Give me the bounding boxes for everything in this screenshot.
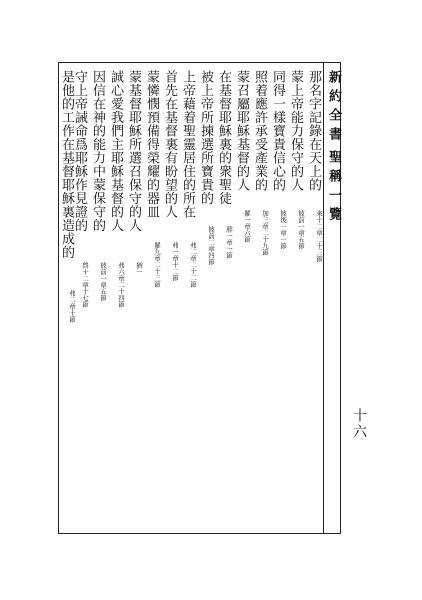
entry-reference: 弗二章十節 [68, 290, 76, 323]
entry-main-text: 同得一樣寶貴信心的 [270, 70, 285, 192]
entry-reference: 弗一章十二節 [171, 242, 179, 281]
entry-main-text: 照着應許承受產業的 [252, 70, 267, 192]
entry-reference: 來十二章二十三節 [315, 210, 323, 262]
entry-reference: 啓十二章十七節 [81, 262, 89, 308]
entry-main-text: 蒙上帝能力保守的人 [288, 70, 303, 192]
header-column-rule [323, 62, 324, 534]
page-number: 十六 [351, 408, 367, 440]
entry-main-text: 被上帝所揀選所寶貴的 [198, 70, 213, 205]
entry-reference: 弗六章二十四節 [117, 262, 125, 308]
entry-main-text: 上帝藉着聖靈居住的所在 [180, 70, 195, 219]
section-title: 聖稱一覽 [326, 150, 341, 226]
book-title: 新約全書 [326, 70, 341, 146]
entry-main-text: 誠心愛我們主耶穌基督的人 [108, 70, 123, 232]
entry-main-text: 那名字記錄在天上的 [306, 70, 321, 192]
entry-reference: 猶一 [135, 262, 143, 275]
entry-main-text: 是他的工作在基督耶穌裏造成的 [59, 70, 74, 259]
entry-reference: 彼前二章四節 [207, 226, 215, 265]
entry-main-text: 蒙基督耶穌所選召保守的人 [126, 70, 141, 232]
entry-reference: 彼前一章五節 [99, 262, 107, 301]
entry-reference: 加三章二十九節 [261, 210, 269, 256]
entry-reference: 彼後一章一節 [279, 210, 287, 249]
entry-main-text: 守上帝誡命爲耶穌作見證的 [72, 70, 87, 232]
entry-main-text: 首先在基督裏有盼望的人 [162, 70, 177, 219]
entry-reference: 弗二章二十二節 [189, 242, 197, 288]
entry-reference: 羅一章六節 [243, 210, 251, 243]
entry-reference: 腓一章一節 [225, 226, 233, 259]
entry-main-text: 蒙憐憫預備得榮耀的器皿 [144, 70, 159, 219]
entry-reference: 羅九章二十三節 [153, 242, 161, 288]
entry-main-text: 蒙召屬耶穌基督的人 [234, 70, 249, 192]
entry-main-text: 在基督耶穌裏的衆聖徒 [216, 70, 231, 205]
entry-main-text: 因信在神的能力中蒙保守的 [90, 70, 105, 232]
entry-reference: 彼前一章五節 [297, 210, 305, 249]
